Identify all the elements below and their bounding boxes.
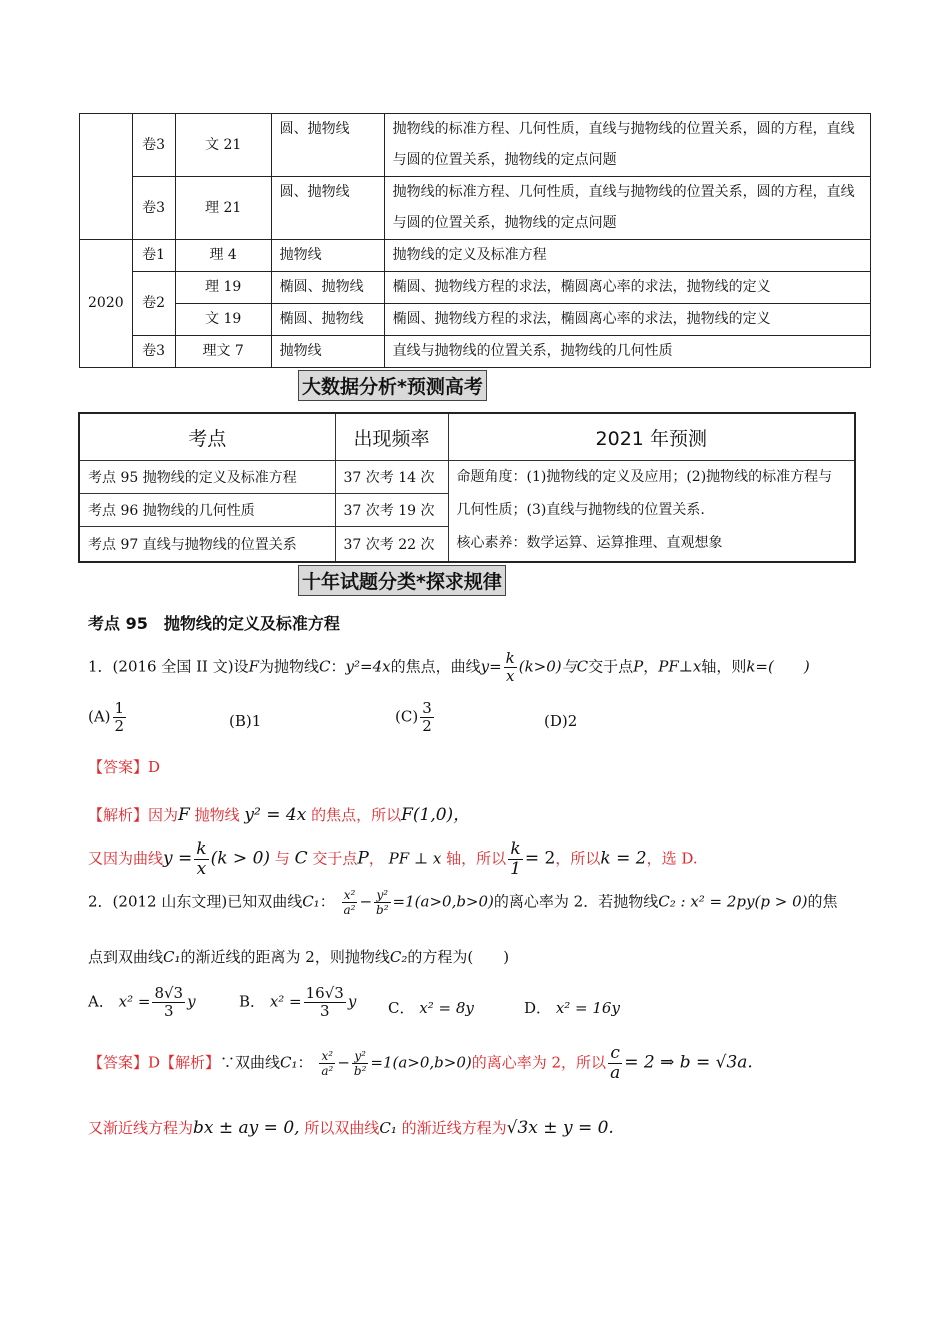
var-c1: C₁: [302, 892, 320, 911]
var-y: y: [347, 992, 357, 1011]
volume-cell: 卷3: [132, 177, 175, 240]
solution-text: 的离心率为 2，所以: [471, 1053, 607, 1072]
frequency-cell: 37 次考 19 次: [335, 494, 448, 527]
option-label: A．: [88, 992, 114, 1011]
q1-text: ：: [330, 657, 346, 676]
answer-tag: 【答案】D【解析】: [88, 1053, 221, 1072]
curve-label: y=: [480, 657, 502, 676]
volume-cell: 卷2: [132, 272, 175, 336]
denominator: 3: [319, 1002, 330, 1020]
numerator: 8√3: [154, 984, 184, 1002]
fraction-half: [113, 700, 127, 735]
solution-text: 轴，所以: [446, 849, 507, 868]
option-label: (C): [395, 707, 419, 726]
question-2: 2．(2012 山东文理)已知双曲线C₁： $\frac{\text{x²}}{\text{a²}}$ − $\frac{\text{y²}}{\text{b²}}$ =1(a>0,b>0)的离心率为 2．若抛物线C₂ : x² = 2py(p > 0)的焦: [88, 888, 838, 917]
solution-text: 的渐近线方程为: [401, 1119, 507, 1137]
asymptote-equation: bx ± ay = 0,: [193, 1118, 300, 1138]
q1-ask: k=( ): [746, 657, 810, 676]
topic-cell: 圆、抛物线: [271, 177, 384, 240]
content-cell: 抛物线的标准方程、几何性质，直线与抛物线的位置关系，圆的方程，直线与圆的位置关系，抛物线的定点问题: [384, 114, 870, 177]
question-cell: 理 4: [175, 240, 271, 272]
denominator: 2: [114, 717, 125, 735]
content-cell: 直线与抛物线的位置关系，抛物线的几何性质: [384, 336, 870, 368]
banner-big-data: 大数据分析*预测高考: [298, 370, 487, 401]
q1-text: 为抛物线: [259, 657, 320, 676]
option-label: B．: [239, 992, 266, 1011]
q2-text: 的渐近线的距离为 2，则抛物线: [180, 948, 390, 966]
solution-text: ，: [368, 849, 384, 868]
colon: ：: [297, 1053, 313, 1072]
fraction-8sqrt3-over-3: [152, 985, 185, 1020]
var-c2: C₂: [389, 948, 408, 966]
var-c: C: [576, 657, 589, 676]
denominator: 2: [422, 717, 432, 735]
parabola-equation: y² = 4x: [244, 805, 307, 825]
var-p: P: [633, 657, 644, 676]
parabola-equation: y²=4x: [345, 657, 391, 676]
point-cell: 考点 97 直线与抛物线的位置关系: [79, 527, 335, 563]
table-row: [80, 272, 871, 304]
question-cell: 理 21: [175, 177, 271, 240]
q1-solution-line-2: [88, 840, 698, 879]
fraction-y2-b2: [352, 1049, 369, 1078]
table-row: [79, 461, 855, 494]
table-row: [80, 114, 871, 177]
numerator: y²: [352, 1049, 369, 1064]
topic-cell: 抛物线: [271, 240, 384, 272]
result: k = 2: [600, 848, 647, 869]
section-title: 考点 95 抛物线的定义及标准方程: [88, 614, 340, 633]
q1-text: 轴，则: [701, 657, 747, 676]
solution-text: 交于点: [312, 849, 358, 868]
denominator: x: [196, 859, 207, 879]
point-cell: 考点 96 抛物线的几何性质: [79, 494, 335, 527]
option-label: (A): [88, 707, 111, 726]
denominator: a: [610, 1063, 621, 1083]
option-equation: x² =: [118, 992, 151, 1011]
fraction-c-over-a: [608, 1044, 622, 1083]
solution-tag: 【解析】: [88, 806, 149, 824]
option-c: [395, 700, 436, 735]
table-row: [80, 177, 871, 240]
q2-solution-line-1: 【答案】D【解析】∵双曲线C₁： $\frac{\text{x²}}{\text{a²}}$ − $\frac{\text{y²}}{\text{b²}}$ =1(a>0,b>0)的离心率为 2，所以 $\frac{c}{a}$ = 2 ⇒ b = √3a.: [88, 1043, 753, 1083]
frequency-cell: 37 次考 22 次: [335, 527, 448, 563]
option-b: [239, 985, 356, 1020]
solution-text: 所以双曲线: [304, 1119, 380, 1137]
fraction-y2-b2: [374, 888, 391, 917]
colon: ：: [319, 892, 335, 911]
forecast-table: [78, 412, 856, 563]
denominator: x: [505, 667, 515, 685]
option-label: C．: [388, 999, 415, 1017]
numerator: k: [508, 840, 523, 860]
question-cell: 文 19: [175, 304, 271, 336]
volume-cell: 卷1: [132, 240, 175, 272]
header-forecast: 2021 年预测: [448, 413, 855, 461]
q1-text: 的焦点，曲线: [390, 657, 481, 676]
var-y: y: [187, 992, 196, 1011]
condition: (k > 0): [210, 848, 271, 869]
numerator: k: [505, 649, 515, 667]
content-cell: 抛物线的标准方程、几何性质，直线与抛物线的位置关系，圆的方程，直线与圆的位置关系，抛物线的定点问题: [384, 177, 870, 240]
var-f: F: [178, 805, 190, 825]
q2-solution-line-2: [88, 1117, 614, 1138]
table-header-row: [79, 413, 855, 461]
denominator: a²: [343, 903, 356, 917]
parabola-c2: C₂ : x² = 2py(p > 0): [658, 892, 808, 911]
denominator: b²: [376, 903, 389, 917]
question-1: [88, 650, 810, 685]
topic-cell: 椭圆、抛物线: [271, 272, 384, 304]
numerator: 1: [114, 699, 125, 717]
asymptote-result: √3x ± y = 0.: [506, 1118, 614, 1138]
option-c: [388, 997, 474, 1018]
denominator: b²: [353, 1064, 367, 1078]
frequency-cell: 37 次考 14 次: [335, 461, 448, 494]
numerator: k: [196, 839, 207, 859]
var-c1: C₁: [379, 1119, 397, 1137]
header-frequency: 出现频率: [335, 413, 448, 461]
perpendicular: PF ⊥ x: [388, 849, 442, 868]
numerator: c: [608, 1044, 622, 1064]
question-cell: 理 19: [175, 272, 271, 304]
result: = 2 ⇒ b = √3a.: [624, 1052, 753, 1073]
solution-text: ∵双曲线: [220, 1053, 281, 1072]
content-cell: 椭圆、抛物线方程的求法，椭圆离心率的求法，抛物线的定义: [384, 304, 870, 336]
solution-text: 又因为曲线: [88, 849, 164, 868]
option-a: [88, 700, 128, 735]
option-d: [524, 997, 620, 1018]
fraction-k-over-x: [194, 840, 208, 879]
fraction-x2-a2: [342, 888, 358, 917]
solution-text: 抛物线: [194, 806, 240, 824]
equation: = 2: [524, 848, 556, 869]
header-topic: 考点: [79, 413, 335, 461]
table-row: [80, 304, 871, 336]
numerator: x²: [319, 1049, 335, 1064]
var-p: P: [357, 848, 369, 869]
option-label: D．: [524, 999, 552, 1017]
table-row: [80, 240, 871, 272]
q2-prefix: 2．(2012 山东文理)已知双曲线: [88, 892, 303, 911]
var-f: F: [248, 657, 259, 676]
denominator: a²: [321, 1064, 334, 1078]
focus-point: F(1,0)，: [401, 805, 471, 825]
content-cell: 椭圆、抛物线方程的求法，椭圆离心率的求法，抛物线的定义: [384, 272, 870, 304]
exam-history-table: [79, 113, 871, 368]
q1-prefix: 1．(2016 全国 II 文)设: [88, 657, 249, 676]
denominator: 3: [163, 1002, 174, 1020]
q2-text: 的焦: [807, 892, 838, 911]
q2-text: 的离心率为 2．若抛物线: [493, 892, 659, 911]
literacy-text: 核心素养：数学运算、运算推理、直观想象: [456, 535, 723, 551]
fraction-k-over-x: [504, 650, 517, 685]
solution-text: ，选 D.: [646, 849, 698, 868]
fraction-three-halves: [420, 700, 434, 735]
solution-text: 又渐近线方程为: [88, 1119, 194, 1137]
var-c: C: [294, 848, 308, 869]
denominator: 1: [510, 859, 521, 879]
forecast-text: 命题角度：(1)抛物线的定义及应用；(2)抛物线的标准方程与几何性质；(3)直线与抛物线的位置关系.: [456, 469, 833, 518]
option-b: (B)1: [229, 712, 262, 730]
var-c1: C₁: [163, 948, 181, 966]
option-equation: x² = 16y: [555, 999, 620, 1017]
option-equation: x² =: [269, 992, 302, 1011]
topic-cell: 椭圆、抛物线: [271, 304, 384, 336]
curve-label: y =: [163, 848, 193, 869]
q1-solution-line-1: [88, 800, 470, 825]
solution-text: ，所以: [555, 849, 601, 868]
point-cell: 考点 95 抛物线的定义及标准方程: [79, 461, 335, 494]
topic-cell: 抛物线: [271, 336, 384, 368]
fraction-k-over-1: [508, 840, 523, 879]
fraction-x2-a2: [319, 1049, 335, 1078]
question-2-line-2: [88, 946, 509, 967]
banner-ten-years: 十年试题分类*探求规律: [298, 565, 506, 596]
numerator: 3: [422, 699, 432, 717]
volume-cell: 卷3: [132, 336, 175, 368]
option-d: (D)2: [544, 712, 578, 730]
year-cell: [80, 114, 133, 240]
numerator: y²: [374, 888, 391, 903]
forecast-cell: [448, 461, 855, 563]
perpendicular: PF⊥x: [658, 657, 702, 676]
table-row: [80, 336, 871, 368]
var-c: C: [319, 657, 331, 676]
q2-text: 的方程为( ): [407, 948, 510, 966]
solution-text: 因为: [148, 806, 179, 824]
volume-cell: 卷3: [132, 114, 175, 177]
content-cell: 抛物线的定义及标准方程: [384, 240, 870, 272]
numerator: 16√3: [305, 984, 344, 1002]
fraction-16sqrt3-over-3: [304, 985, 346, 1020]
solution-text: 的焦点，所以: [311, 806, 402, 824]
q2-text: 点到双曲线: [88, 948, 164, 966]
question-cell: 理文 7: [175, 336, 271, 368]
q1-answer: 【答案】D: [88, 758, 161, 776]
q1-text: 交于点: [588, 657, 634, 676]
numerator: x²: [342, 888, 358, 903]
condition: =1(a>0,b>0): [370, 1053, 472, 1072]
var-c1: C₁: [280, 1053, 298, 1072]
option-equation: x² = 8y: [419, 999, 474, 1017]
question-cell: 文 21: [175, 114, 271, 177]
year-cell: 2020: [80, 240, 133, 368]
solution-text: 与: [274, 849, 290, 868]
q1-text: ，: [643, 657, 659, 676]
condition: =1(a>0,b>0): [392, 892, 494, 911]
q1-condition: (k>0)与: [518, 657, 577, 676]
topic-cell: 圆、抛物线: [271, 114, 384, 177]
option-a: [88, 985, 196, 1020]
